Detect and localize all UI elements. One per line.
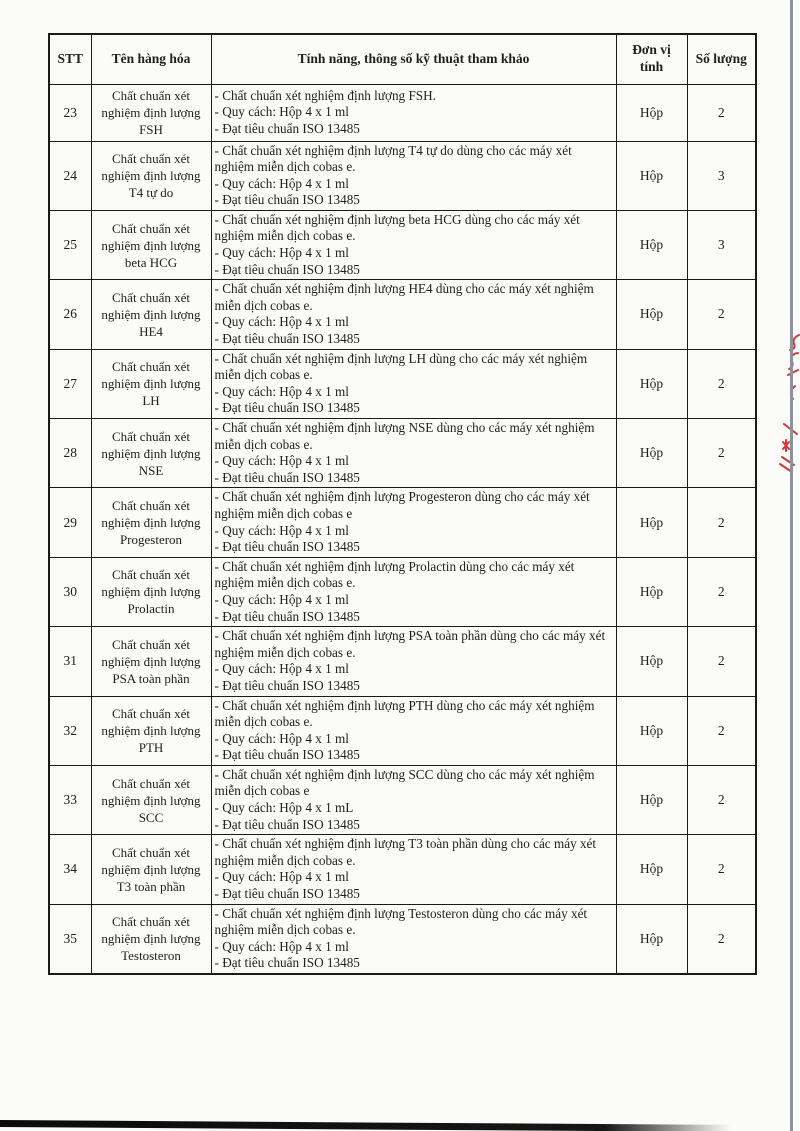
spec-line: - Chất chuẩn xét nghiệm định lượng Testosteron dùng cho các máy xét nghiệm miễn dịch cobas e.: [214, 905, 588, 938]
specs-cell: [211, 696, 616, 765]
spec-line: - Chất chuẩn xét nghiệm định lượng HE4 dùng cho các máy xét nghiệm miễn dịch cobas e.: [214, 281, 594, 313]
row-number-cell: 29: [49, 488, 91, 557]
table-header: [49, 34, 756, 84]
product-name-cell: Chất chuẩn xét nghiệm định lượng NSE: [91, 419, 211, 488]
table-body: [49, 84, 756, 974]
table-row: [49, 696, 756, 765]
unit-cell: Hộp: [616, 765, 687, 834]
spec-line: - Quy cách: Hộp 4 x 1 ml: [214, 453, 349, 469]
header-stt: STT: [49, 34, 91, 84]
unit-cell: Hộp: [616, 349, 687, 418]
row-number-cell: 32: [49, 696, 91, 765]
spec-line: - Chất chuẩn xét nghiệm định lượng SCC dùng cho các máy xét nghiệm miễn dịch cobas e: [214, 766, 595, 799]
quantity-cell: 3: [687, 210, 756, 279]
quantity-cell: 2: [687, 280, 756, 349]
unit-cell: Hộp: [616, 84, 687, 141]
red-ink-annotation: [770, 328, 800, 478]
product-name-cell: Chất chuẩn xét nghiệm định lượng Progesteron: [91, 488, 211, 557]
spec-line: - Chất chuẩn xét nghiệm định lượng beta HCG dùng cho các máy xét nghiệm miễn dịch cobas e.: [214, 211, 580, 244]
row-number-cell: 30: [49, 557, 91, 626]
row-number-cell: 28: [49, 419, 91, 488]
spec-line: - Đạt tiêu chuẩn ISO 13485: [214, 886, 360, 902]
spec-line: - Chất chuẩn xét nghiệm định lượng PTH dùng cho các máy xét nghiệm miễn dịch cobas e.: [214, 697, 595, 730]
header-product-name: Tên hàng hóa: [91, 34, 211, 84]
spec-line: - Quy cách: Hộp 4 x 1 ml: [214, 591, 349, 607]
header-specs: Tính năng, thông số kỹ thuật tham khảo: [211, 34, 616, 84]
spec-line: - Đạt tiêu chuẩn ISO 13485: [214, 539, 360, 555]
quantity-cell: 2: [687, 904, 756, 974]
quantity-cell: 2: [687, 627, 756, 696]
product-name-cell: Chất chuẩn xét nghiệm định lượng SCC: [91, 765, 211, 834]
spec-line: - Chất chuẩn xét nghiệm định lượng T3 toàn phần dùng cho các máy xét nghiệm miễn dịch cobas e.: [214, 836, 597, 868]
spec-line: - Quy cách: Hộp 4 x 1 ml: [214, 245, 349, 261]
specs-cell: [211, 627, 616, 696]
scan-bottom-edge: [0, 1120, 738, 1131]
header-row: [49, 34, 756, 84]
table-row: [49, 419, 756, 488]
quantity-cell: 2: [687, 835, 756, 904]
spec-line: - Đạt tiêu chuẩn ISO 13485: [214, 120, 360, 136]
specs-cell: [211, 84, 616, 141]
row-number-cell: 34: [49, 835, 91, 904]
spec-line: - Chất chuẩn xét nghiệm định lượng NSE dùng cho các máy xét nghiệm miễn dịch cobas e.: [214, 420, 595, 452]
table-row: [49, 349, 756, 418]
items-table: [48, 33, 757, 975]
spec-line: - Quy cách: Hộp 4 x 1 ml: [214, 938, 349, 954]
quantity-cell: 2: [687, 488, 756, 557]
spec-line: - Chất chuẩn xét nghiệm định lượng T4 tự do dùng cho các máy xét nghiệm miễn dịch cobas e.: [214, 142, 572, 175]
table-row: [49, 84, 756, 141]
specs-cell: [211, 210, 616, 279]
spec-line: - Chất chuẩn xét nghiệm định lượng PSA toàn phần dùng cho các máy xét nghiệm miễn dịch cobas e.: [214, 628, 606, 660]
specs-cell: [211, 419, 616, 488]
specs-cell: [211, 835, 616, 904]
quantity-cell: 2: [687, 765, 756, 834]
product-name-cell: Chất chuẩn xét nghiệm định lượng Prolactin: [91, 557, 211, 626]
row-number-cell: 27: [49, 349, 91, 418]
spec-line: - Đạt tiêu chuẩn ISO 13485: [214, 955, 360, 971]
spec-line: - Quy cách: Hộp 4 x 1 ml: [214, 661, 349, 677]
table-row: [49, 488, 756, 557]
specs-cell: [211, 349, 616, 418]
spec-line: - Chất chuẩn xét nghiệm định lượng FSH.: [214, 87, 436, 103]
row-number-cell: 35: [49, 904, 91, 974]
table-row: [49, 904, 756, 974]
unit-cell: Hộp: [616, 696, 687, 765]
table-row: [49, 210, 756, 279]
unit-cell: Hộp: [616, 210, 687, 279]
unit-cell: Hộp: [616, 835, 687, 904]
spec-line: - Đạt tiêu chuẩn ISO 13485: [214, 400, 360, 416]
spec-line: - Quy cách: Hộp 4 x 1 ml: [214, 104, 349, 120]
header-unit: Đơn vị tính: [616, 34, 687, 84]
unit-cell: Hộp: [616, 280, 687, 349]
quantity-cell: 2: [687, 419, 756, 488]
unit-cell: Hộp: [616, 627, 687, 696]
unit-cell: Hộp: [616, 488, 687, 557]
unit-cell: Hộp: [616, 557, 687, 626]
product-name-cell: Chất chuẩn xét nghiệm định lượng HE4: [91, 280, 211, 349]
quantity-cell: 2: [687, 557, 756, 626]
table-row: [49, 627, 756, 696]
spec-line: - Quy cách: Hộp 4 x 1 mL: [214, 800, 354, 816]
spec-line: - Quy cách: Hộp 4 x 1 ml: [214, 383, 349, 399]
row-number-cell: 24: [49, 141, 91, 210]
header-quantity: Số lượng: [687, 34, 756, 84]
unit-cell: Hộp: [616, 419, 687, 488]
quantity-cell: 2: [687, 84, 756, 141]
specs-cell: [211, 488, 616, 557]
spec-line: - Đạt tiêu chuẩn ISO 13485: [214, 747, 360, 763]
product-name-cell: Chất chuẩn xét nghiệm định lượng PSA toàn phần: [91, 627, 211, 696]
specs-cell: [211, 280, 616, 349]
table-row: [49, 280, 756, 349]
specs-cell: [211, 141, 616, 210]
spec-line: - Đạt tiêu chuẩn ISO 13485: [214, 816, 360, 832]
specs-cell: [211, 557, 616, 626]
spec-line: - Quy cách: Hộp 4 x 1 ml: [214, 314, 349, 330]
spec-line: - Chất chuẩn xét nghiệm định lượng Progesteron dùng cho các máy xét nghiệm miễn dịch cobas e: [214, 489, 590, 521]
spec-line: - Đạt tiêu chuẩn ISO 13485: [214, 192, 360, 208]
spec-line: - Đạt tiêu chuẩn ISO 13485: [214, 677, 360, 693]
unit-cell: Hộp: [616, 904, 687, 974]
table-row: [49, 765, 756, 834]
product-name-cell: Chất chuẩn xét nghiệm định lượng Testosteron: [91, 904, 211, 974]
quantity-cell: 2: [687, 349, 756, 418]
table-row: [49, 835, 756, 904]
product-name-cell: Chất chuẩn xét nghiệm định lượng T3 toàn phần: [91, 835, 211, 904]
spec-line: - Đạt tiêu chuẩn ISO 13485: [214, 469, 360, 485]
spec-line: - Quy cách: Hộp 4 x 1 ml: [214, 522, 349, 538]
table-row: [49, 141, 756, 210]
product-name-cell: Chất chuẩn xét nghiệm định lượng PTH: [91, 696, 211, 765]
spec-line: - Đạt tiêu chuẩn ISO 13485: [214, 608, 360, 624]
spec-line: - Đạt tiêu chuẩn ISO 13485: [214, 261, 360, 277]
product-name-cell: Chất chuẩn xét nghiệm định lượng LH: [91, 349, 211, 418]
table-row: [49, 557, 756, 626]
row-number-cell: 33: [49, 765, 91, 834]
spec-line: - Chất chuẩn xét nghiệm định lượng LH dùng cho các máy xét nghiệm miễn dịch cobas e.: [214, 350, 588, 383]
spec-line: - Đạt tiêu chuẩn ISO 13485: [214, 331, 360, 347]
spec-line: - Chất chuẩn xét nghiệm định lượng Prolactin dùng cho các máy xét nghiệm miễn dịch cobas e.: [214, 558, 575, 591]
spec-line: - Quy cách: Hộp 4 x 1 ml: [214, 869, 349, 885]
row-number-cell: 23: [49, 84, 91, 141]
product-name-cell: Chất chuẩn xét nghiệm định lượng T4 tự do: [91, 141, 211, 210]
product-name-cell: Chất chuẩn xét nghiệm định lượng beta HCG: [91, 210, 211, 279]
scan-edge-line: [790, 0, 793, 1131]
unit-cell: Hộp: [616, 141, 687, 210]
spec-line: - Quy cách: Hộp 4 x 1 ml: [214, 175, 349, 191]
product-name-cell: Chất chuẩn xét nghiệm định lượng FSH: [91, 84, 211, 141]
specs-cell: [211, 904, 616, 974]
row-number-cell: 31: [49, 627, 91, 696]
row-number-cell: 26: [49, 280, 91, 349]
row-number-cell: 25: [49, 210, 91, 279]
quantity-cell: 3: [687, 141, 756, 210]
quantity-cell: 2: [687, 696, 756, 765]
specs-cell: [211, 765, 616, 834]
spec-line: - Quy cách: Hộp 4 x 1 ml: [214, 730, 349, 746]
